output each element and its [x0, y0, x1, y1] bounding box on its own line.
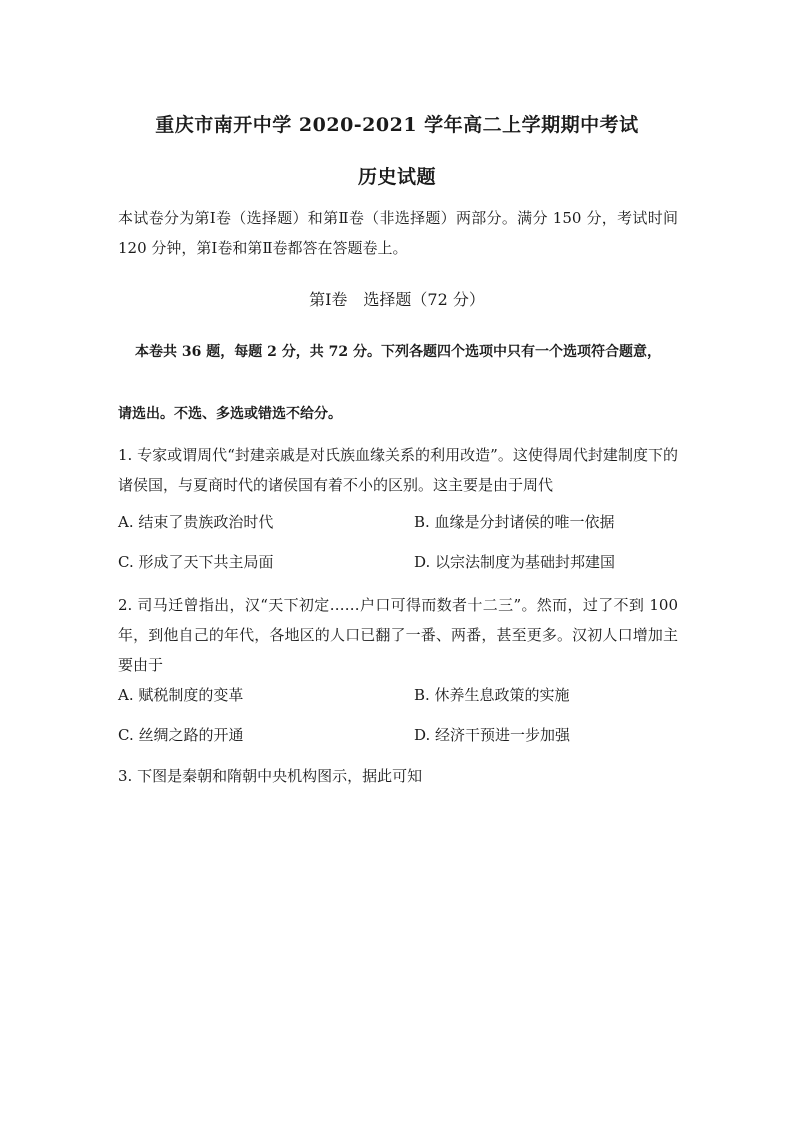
section-note: 本卷共 36 题，每题 2 分，共 72 分。下列各题四个选项中只有一个选项符合题意，: [135, 344, 661, 360]
question-2-option-a: A. 赋税制度的变革: [118, 686, 244, 704]
exam-intro: 本试卷分为第Ⅰ卷（选择题）和第Ⅱ卷（非选择题）两部分。满分 150 分，考试时间 120 分钟，第Ⅰ卷和第Ⅱ卷都答在答题卷上。: [118, 209, 678, 257]
section-heading: 第Ⅰ卷 选择题（72 分）: [309, 290, 485, 309]
question-2-stem: 2. 司马迁曾指出，汉“天下初定……户口可得而数者十二三”。然而，过了不到 100 年，到他自己的年代，各地区的人口已翻了一番、两番，甚至更多。汉初人口增加主要由于: [118, 596, 678, 674]
section-note-continued: 请选出。不选、多选或错选不给分。: [118, 406, 342, 422]
question-1-option-a: A. 结束了贵族政治时代: [118, 513, 274, 531]
question-2-option-d: D. 经济干预进一步加强: [414, 726, 571, 744]
question-2-option-c: C. 丝绸之路的开通: [118, 726, 244, 744]
question-1-stem: 1. 专家或谓周代“封建亲戚是对氏族血缘关系的利用改造”。这使得周代封建制度下的诸侯国，与夏商时代的诸侯国有着不小的区别。这主要是由于周代: [118, 446, 678, 494]
subject-title: 历史试题: [357, 166, 436, 188]
question-3-stem: 3. 下图是秦朝和隋朝中央机构图示，据此可知: [118, 767, 423, 785]
question-1-option-c: C. 形成了天下共主局面: [118, 553, 274, 571]
question-1-option-b: B. 血缘是分封诸侯的唯一依据: [414, 513, 615, 531]
question-1-option-d: D. 以宗法制度为基础封邦建国: [414, 553, 616, 571]
exam-title: 重庆市南开中学 2020-2021 学年高二上学期期中考试: [155, 114, 639, 136]
question-2-option-b: B. 休养生息政策的实施: [414, 686, 570, 704]
